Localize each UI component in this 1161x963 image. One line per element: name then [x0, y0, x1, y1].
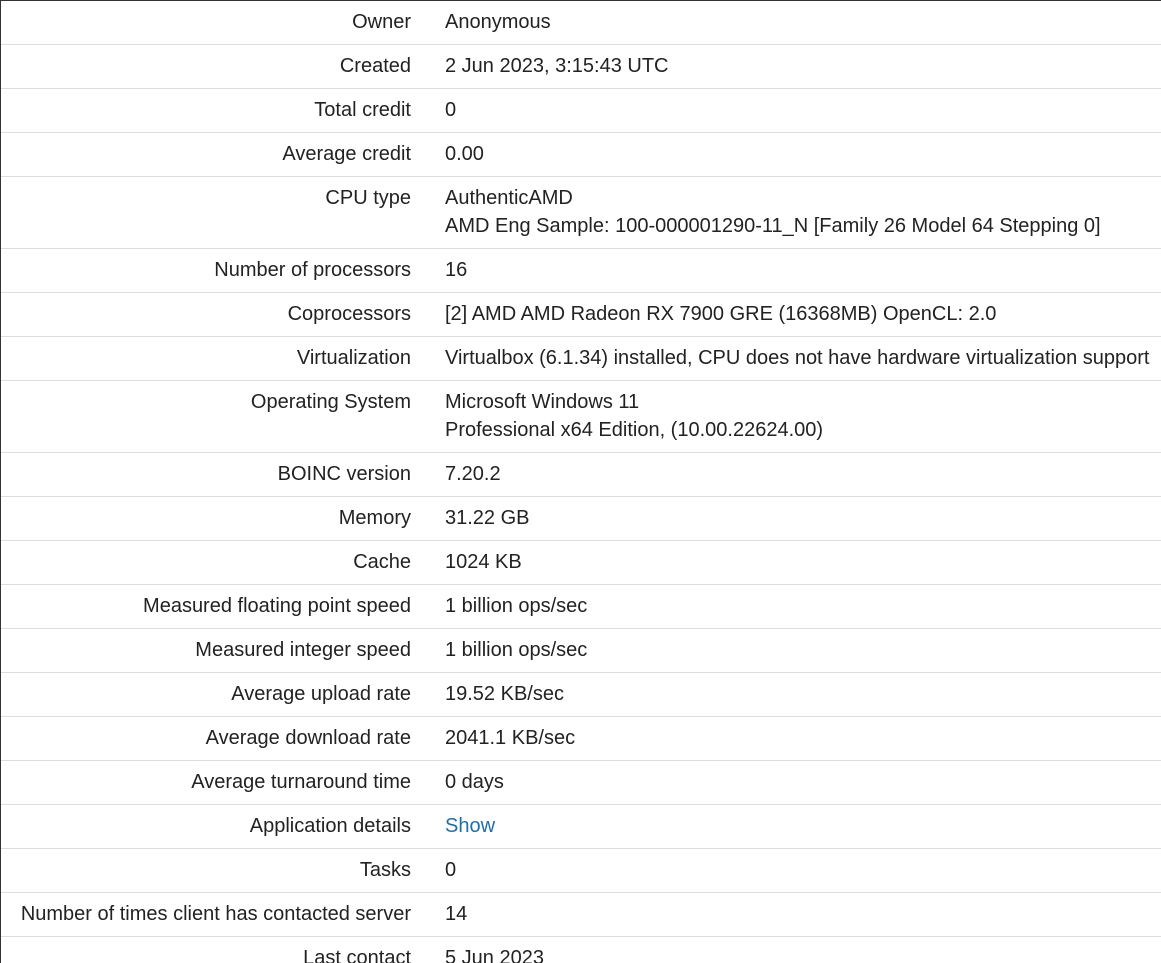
- row-value: [429, 673, 1161, 717]
- value-line: Anonymous: [445, 11, 551, 33]
- value-line: 1 billion ops/sec: [445, 639, 588, 661]
- value-line: 0: [445, 99, 457, 121]
- value-line: Microsoft Windows 11: [445, 391, 640, 413]
- row-label: Application details: [249, 815, 411, 837]
- value-line: AuthenticAMD: [445, 187, 573, 209]
- value-line: 0: [445, 859, 457, 881]
- row-label: CPU type: [325, 187, 411, 209]
- row-value: [429, 849, 1161, 893]
- table-row-total-credit: [1, 89, 1161, 133]
- row-value: [429, 1, 1161, 45]
- row-value: [429, 453, 1161, 497]
- row-value: [429, 717, 1161, 761]
- row-value: [429, 133, 1161, 177]
- row-value: [429, 541, 1161, 585]
- row-label: Memory: [338, 507, 411, 529]
- row-label: Measured floating point speed: [143, 595, 411, 617]
- row-value: [429, 293, 1161, 337]
- table-row-owner: [1, 1, 1161, 45]
- value-line: 31.22 GB: [445, 507, 530, 529]
- table-row-created: [1, 45, 1161, 89]
- table-row-average-credit: [1, 133, 1161, 177]
- value-line: [2] AMD AMD Radeon RX 7900 GRE (16368MB) OpenCL: 2.0: [445, 303, 997, 325]
- table-row-number-of-processors: [1, 249, 1161, 293]
- value-line: Virtualbox (6.1.34) installed, CPU does not have hardware virtualization support: [445, 347, 1150, 369]
- row-label: Number of processors: [214, 259, 411, 281]
- table-row-measured-floating-point-speed: [1, 585, 1161, 629]
- table-row-number-of-times-client-has-contacted-server: [1, 893, 1161, 937]
- row-label: Cache: [353, 551, 411, 573]
- row-value: [429, 45, 1161, 89]
- table-row-cache: [1, 541, 1161, 585]
- row-label: Average turnaround time: [191, 771, 411, 793]
- row-label: BOINC version: [277, 463, 411, 485]
- row-value: [429, 629, 1161, 673]
- row-label: Operating System: [250, 391, 411, 413]
- row-value: [429, 177, 1161, 249]
- host-details-rows: [1, 1, 1161, 963]
- row-value: [429, 893, 1161, 937]
- row-label: Total credit: [314, 99, 411, 121]
- row-label: Average upload rate: [231, 683, 411, 705]
- show-application-details-link[interactable]: Show: [445, 815, 496, 837]
- row-value: [429, 585, 1161, 629]
- row-value: [429, 249, 1161, 293]
- row-label: Number of times client has contacted server: [20, 903, 411, 925]
- value-line: 2041.1 KB/sec: [445, 727, 576, 749]
- table-row-operating-system: [1, 381, 1161, 453]
- table-row-tasks: [1, 849, 1161, 893]
- table-row-average-turnaround-time: [1, 761, 1161, 805]
- row-label: Measured integer speed: [195, 639, 411, 661]
- value-line: 16: [445, 259, 468, 281]
- table-row-virtualization: [1, 337, 1161, 381]
- row-value: [429, 805, 1161, 849]
- value-line: 5 Jun 2023: [445, 947, 544, 963]
- value-line: 0 days: [445, 771, 504, 793]
- row-label: Owner: [352, 11, 411, 33]
- table-row-average-upload-rate: [1, 673, 1161, 717]
- row-label: Tasks: [359, 859, 411, 881]
- value-line: 1 billion ops/sec: [445, 595, 588, 617]
- value-line: 1024 KB: [445, 551, 522, 573]
- row-value: [429, 761, 1161, 805]
- row-label: Average download rate: [205, 727, 411, 749]
- row-label: Virtualization: [296, 347, 411, 369]
- row-label: Created: [339, 55, 411, 77]
- table-row-application-details: [1, 805, 1161, 849]
- host-details-table: [1, 1, 1161, 963]
- row-label: Coprocessors: [287, 303, 411, 325]
- row-value: [429, 497, 1161, 541]
- value-line: 19.52 KB/sec: [445, 683, 564, 705]
- table-row-memory: [1, 497, 1161, 541]
- table-row-measured-integer-speed: [1, 629, 1161, 673]
- row-value: [429, 89, 1161, 133]
- row-value: [429, 381, 1161, 453]
- row-label: Average credit: [282, 143, 411, 165]
- value-line: 2 Jun 2023, 3:15:43 UTC: [445, 55, 669, 77]
- value-line: 14: [445, 903, 468, 925]
- table-row-boinc-version: [1, 453, 1161, 497]
- value-line: Professional x64 Edition, (10.00.22624.00): [445, 419, 824, 441]
- row-label: Last contact: [303, 947, 411, 963]
- value-line: 0.00: [445, 143, 484, 165]
- row-value: [429, 937, 1161, 963]
- row-value: [429, 337, 1161, 381]
- table-row-coprocessors: [1, 293, 1161, 337]
- table-row-last-contact: [1, 937, 1161, 963]
- value-line: 7.20.2: [445, 463, 501, 485]
- table-row-average-download-rate: [1, 717, 1161, 761]
- table-row-cpu-type: [1, 177, 1161, 249]
- value-line: AMD Eng Sample: 100-000001290-11_N [Family 26 Model 64 Stepping 0]: [445, 215, 1101, 237]
